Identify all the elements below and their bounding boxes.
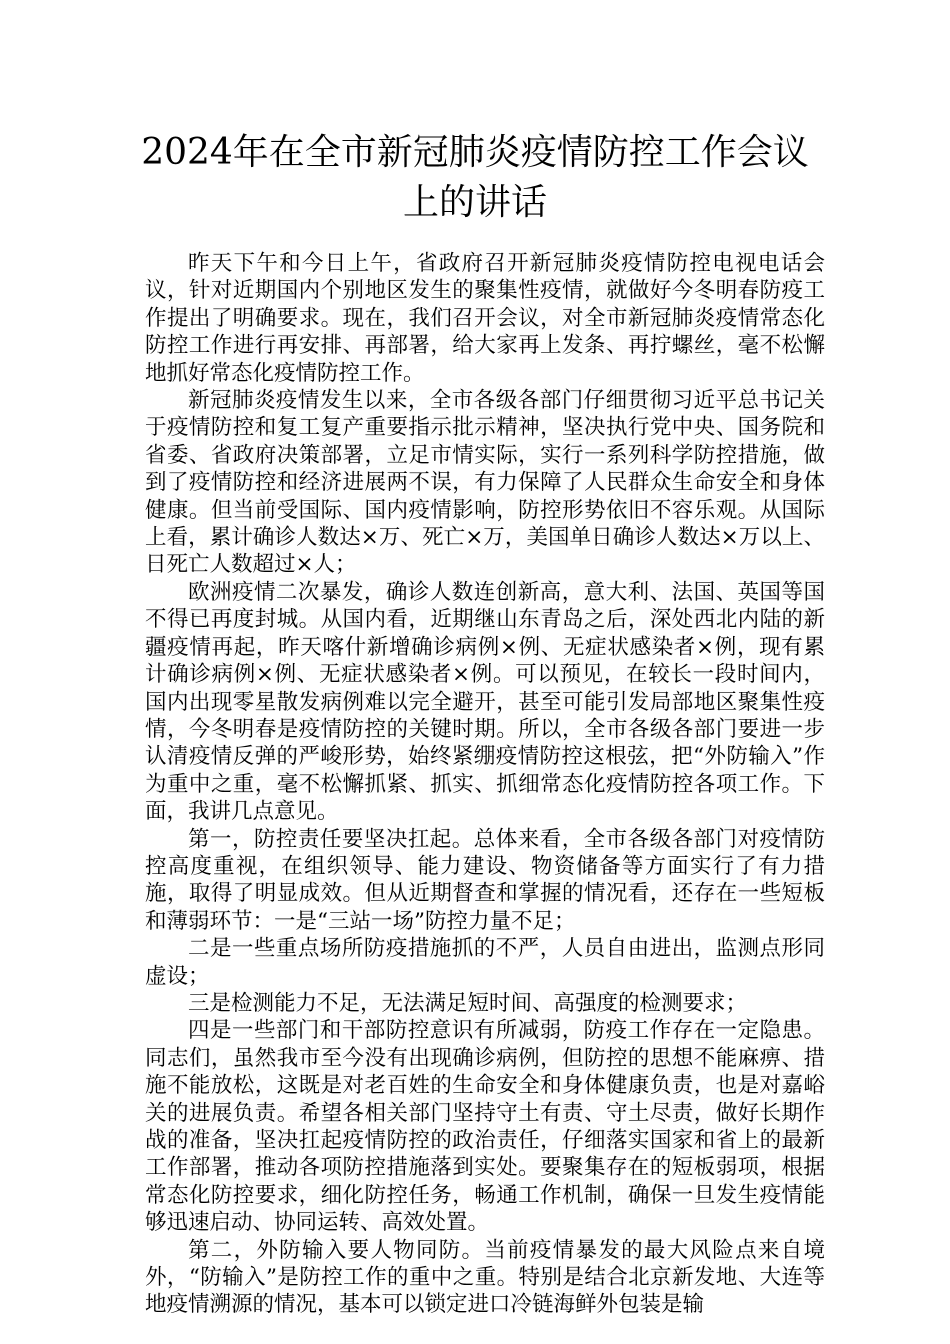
- paragraph-2: 新冠肺炎疫情发生以来，全市各级各部门仔细贯彻习近平总书记关于疫情防控和复工复产重要指示批示精神，坚决执行党中央、国务院和省委、省政府决策部署，立足市情实际，实行一系列科学防控措施，做到了疫情防控和经济进展两不误，有力保障了人民群众生命安全和身体健康。但当前受国际、国内疫情影响，防控形势依旧不容乐观。从国际上看，累计确诊人数达×万、死亡×万，美国单日确诊人数达×万以上、日死亡人数超过×人；: [145, 388, 825, 578]
- paragraph-5: 二是一些重点场所防疫措施抓的不严，人员自由进出，监测点形同虚设；: [145, 936, 825, 989]
- paragraph-7: 四是一些部门和干部防控意识有所减弱，防疫工作存在一定隐患。同志们，虽然我市至今没有出现确诊病例，但防控的思想不能麻痹、措施不能放松，这既是对老百姓的生命安全和身体健康负责，也是对嘉峪关的进展负责。希望各相关部门坚持守土有责、守土尽责，做好长期作战的准备，坚决扛起疫情防控的政治责任，仔细落实国家和省上的最新工作部署，推动各项防控措施落到实处。要聚集存在的短板弱项，根据常态化防控要求，细化防控任务，畅通工作机制，确保一旦发生疫情能够迅速启动、协同运转、高效处置。: [145, 1018, 825, 1236]
- paragraph-1: 昨天下午和今日上午，省政府召开新冠肺炎疫情防控电视电话会议，针对近期国内个别地区发生的聚集性疫情，就做好今冬明春防疫工作提出了明确要求。现在，我们召开会议，对全市新冠肺炎疫情常态化防控工作进行再安排、再部署，给大家再上发条、再拧螺丝，毫不松懈地抓好常态化疫情防控工作。: [145, 251, 825, 386]
- paragraph-3: 欧洲疫情二次暴发，确诊人数连创新高，意大利、法国、英国等国不得已再度封城。从国内看，近期继山东青岛之后，深处西北内陆的新疆疫情再起，昨天喀什新增确诊病例×例、无症状感染者×例，现有累计确诊病例×例、无症状感染者×例。可以预见，在较长一段时间内，国内出现零星散发病例难以完全避开，甚至可能引发局部地区聚集性疫情，今冬明春是疫情防控的关键时期。所以，全市各级各部门要进一步认清疫情反弹的严峻形势，始终紧绷疫情防控这根弦，把“外防输入”作为重中之重，毫不松懈抓紧、抓实、抓细常态化疫情防控各项工作。下面，我讲几点意见。: [145, 579, 825, 825]
- document-title: 2024年在全市新冠肺炎疫情防控工作会议上的讲话: [141, 132, 809, 223]
- paragraph-8: 第二，外防输入要人物同防。当前疫情暴发的最大风险点来自境外，“防输入”是防控工作的重中之重。特别是结合北京新发地、大连等地疫情溯源的情况，基本可以锁定进口冷链海鲜外包装是输: [145, 1237, 825, 1318]
- paragraph-4: 第一，防控责任要坚决扛起。总体来看，全市各级各部门对疫情防控高度重视，在组织领导、能力建设、物资储备等方面实行了有力措施，取得了明显成效。但从近期督查和掌握的情况看，还存在一些短板和薄弱环节：一是“三站一场”防控力量不足；: [145, 826, 825, 934]
- document-body: [145, 250, 825, 1319]
- paragraph-6: 三是检测能力不足，无法满足短时间、高强度的检测要求；: [188, 990, 748, 1016]
